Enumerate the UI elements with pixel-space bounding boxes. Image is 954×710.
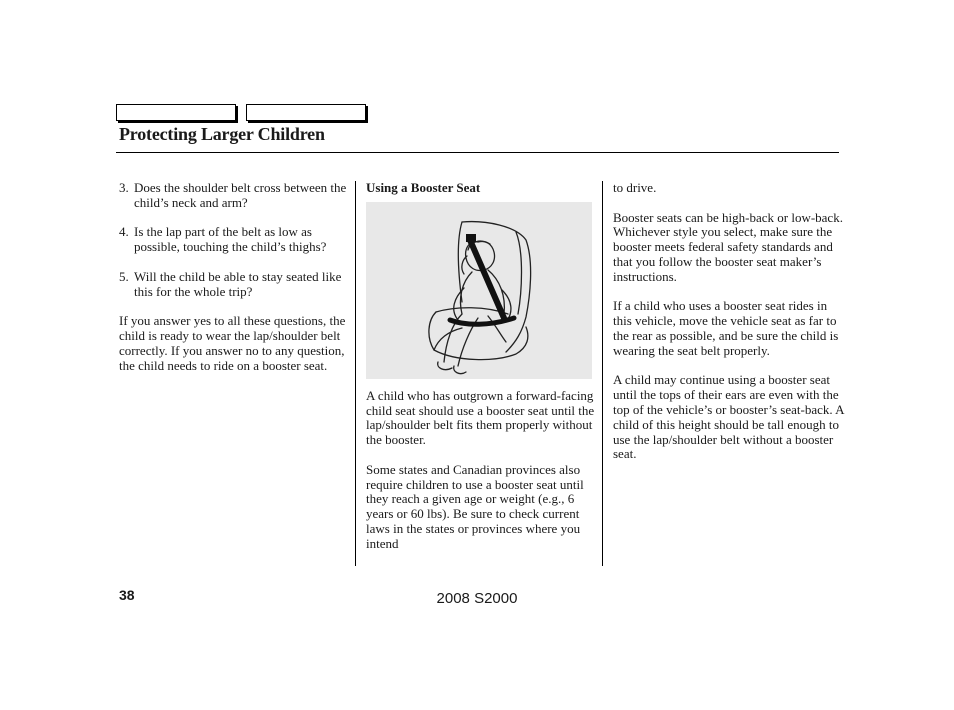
page-number: 38 — [119, 587, 135, 603]
question-number: 3. — [119, 180, 129, 195]
body-paragraph: Booster seats can be high-back or low-back. Whichever style you select, make sure the booster meets federal safety standards and that you follow the booster seat maker’s instructions. — [613, 209, 843, 284]
question-number: 4. — [119, 224, 129, 240]
body-paragraph: A child may continue using a booster seat until the tops of their ears are even with the top of the vehicle’s or booster’s seat-back. A child of this height should be tall enough to use the lap/shoulder belt without a booster seat. — [613, 372, 844, 462]
nav-tab-1[interactable] — [116, 104, 236, 121]
title-rule — [116, 152, 839, 153]
body-paragraph: If a child who uses a booster seat rides in this vehicle, move the vehicle seat as far to the rear as possible, and be sure the child is wearing the seat belt properly. — [613, 298, 839, 358]
page-title: Protecting Larger Children — [119, 124, 325, 144]
question-number: 5. — [119, 268, 129, 284]
column-divider-2 — [602, 181, 603, 566]
question-text: Will the child be able to stay seated like this for the whole trip? — [134, 268, 342, 299]
nav-tab-2[interactable] — [246, 104, 366, 121]
question-text: Is the lap part of the belt as low as possible, touching the child’s thighs? — [134, 224, 327, 255]
body-paragraph: to drive. — [613, 180, 657, 195]
column-2 — [366, 181, 595, 566]
question-item — [119, 181, 347, 211]
body-paragraph: Some states and Canadian provinces also require children to use a booster seat until they reach a given age or weight (e.g., 6 years or 60 lbs). Be sure to check current laws in the states or provinces where you intend — [366, 461, 584, 551]
body-paragraph: A child who has outgrown a forward-facing child seat should use a booster seat until the lap/shoulder belt fits them properly without the booster. — [366, 387, 595, 448]
booster-seat-illustration — [366, 202, 592, 379]
question-text: Does the shoulder belt cross between the child’s neck and arm? — [134, 180, 347, 210]
body-paragraph: If you answer yes to all these questions, the child is ready to wear the lap/shoulder belt correctly. If you answer no to any question, the child needs to ride on a booster seat. — [119, 313, 346, 373]
column-1 — [119, 181, 347, 388]
column-divider-1 — [355, 181, 356, 566]
footer-model: 2008 S2000 — [436, 590, 518, 607]
child-in-booster-seat-icon — [366, 202, 592, 379]
question-item — [119, 270, 347, 300]
question-item — [119, 225, 347, 255]
section-heading: Using a Booster Seat — [366, 180, 481, 195]
column-3 — [613, 181, 845, 477]
